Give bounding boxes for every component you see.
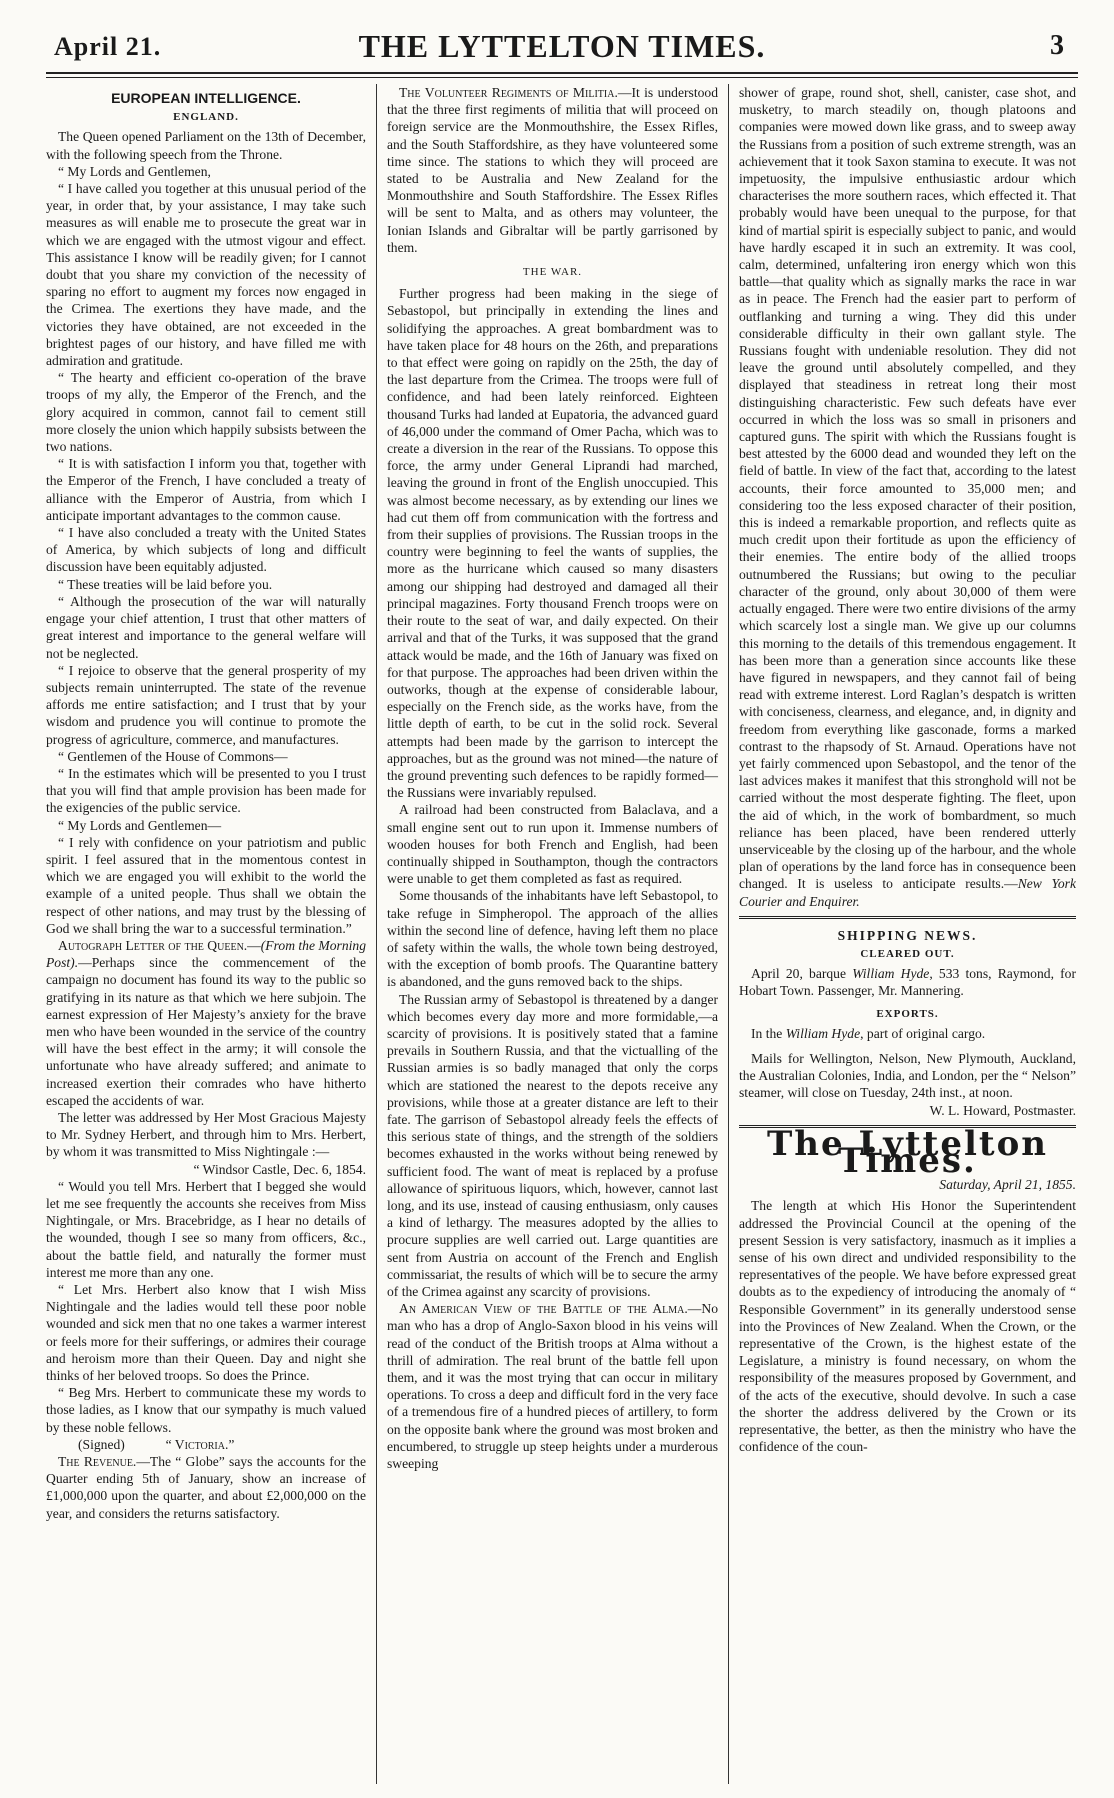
article-paragraph: The Queen opened Parliament on the 13th of December, with the following speech from the Throne. bbox=[46, 129, 366, 162]
newspaper-title: THE LYTTELTON TIMES. bbox=[358, 28, 766, 64]
article-paragraph: “ Beg Mrs. Herbert to communicate these my words to those ladies, as I know that our sympathy is much valued by these noble fellows. bbox=[46, 1385, 366, 1435]
signature-victoria: “ Victoria.” bbox=[165, 1436, 235, 1452]
article-paragraph: “ Gentlemen of the House of Commons— bbox=[58, 748, 288, 764]
postmaster-signature: W. L. Howard, Postmaster. bbox=[929, 1102, 1076, 1118]
war-heading: THE WAR. bbox=[522, 266, 583, 279]
editorial-paragraph: The length at which His Honor the Superintendent addressed the Provincial Council at the opening of the present Session is very satisfactory, inasmuch as it implies a sense of his own direct and undivided responsibility to the representatives of the people. We have before expressed great doubts as to the expediency of introducing the anomaly of “ Responsible Government” in its generally understood sense into the Provinces of New Zealand. When the Crown, or the representative of the Crown, is the highest estate of the Legislature, a ministry is found necessary, on whom the responsibility of the measures proposed by Government, and of the acts of the executive, should devolve. In such a case the shorter the address delivered by the Crown or its representative, the better, as then the ministry who have the confidence of the coun- bbox=[739, 1198, 1076, 1455]
editorial-masthead: The Lyttelton Times. bbox=[767, 1123, 1048, 1181]
alma-source: New York Courier and Enquirer. bbox=[739, 876, 1076, 909]
article-paragraph: “ I have called you together at this unusual period of the year, in order that, by your assistance, I may take such measures as will enable me to prosecute the great war in which we are engaged with the utmost vigour and effect. This assistance I know will be readily given; for I cannot doubt that you share my conviction of the necessity of sparing no effort to augment my forces now engaged in the Crimea. The exertions they have made, and the victories they have obtained, are not exceeded in the brightest pages of our history, and have filled me with admiration and gratitude. bbox=[46, 181, 366, 369]
article-paragraph: The letter was addressed by Her Most Gracious Majesty to Mr. Sydney Herbert, and through him to Mrs. Herbert, by whom it was transmitted to Miss Nightingale :— bbox=[46, 1109, 366, 1160]
revenue-heading: The Revenue. bbox=[58, 1454, 137, 1470]
column-3 bbox=[728, 84, 1076, 1784]
alma-paragraph bbox=[387, 1300, 718, 1472]
volunteer-paragraph bbox=[387, 84, 718, 256]
article-paragraph: “ I have also concluded a treaty with the United States of America, by which subjects of long and difficult discussion have been equitably adjusted. bbox=[46, 525, 366, 575]
article-paragraph: Further progress had been making in the siege of Sebastopol, but principally in extending the lines and solidifying the approaches. A great bombardment was to have taken place for 48 hours on the 26th, and preparations to that effect were going on rapidly on the 25th, the day of the last departure from the Crimea. The troops were full of confidence, and had been lately reinforced. Eighteen thousand Turks had landed at Eupatoria, the advanced guard of 46,000 under the command of Omer Pacha, which was to create a diversion in the rear of the Russians. To oppose this force, the army under General Liprandi had marched, leaving the ground in front of the English unoccupied. This was almost become necessary, as by extending our lines we had cut them off from communication with the fortress and from their supplies of provisions. The Russian troops in the country were beginning to feel the wants of supplies, the more as the hurricane which caused so many disasters among our shipping had destroyed and damaged all their principal magazines. Forty thousand French troops were on their route to the seat of war, and daily expected. On their arrival and that of the Turks, it was supposed that the grand attack would be made, and the 16th of January was fixed on for that purpose. The approaches had been driven within the outworks, though at the expense of considerable labour, especially on the French side, as the works have, from the little depth of earth, to be cut in the solid rock. Several attempts had been made by the garrison to intercept the approaches, but as the ground was not mined—the nature of the ground preventing such defences to be rapidly formed—the Russians were invariably repulsed. bbox=[387, 286, 718, 801]
article-paragraph: “ It is with satisfaction I inform you that, together with the Emperor of the French, I have concluded a treaty of alliance with the Emperor of Austria, from which I anticipate important advantages to the common cause. bbox=[46, 456, 366, 523]
exports-details: , part of original cargo. bbox=[860, 1025, 986, 1041]
section-heading-european: EUROPEAN INTELLIGENCE. bbox=[111, 90, 301, 106]
letter-dateline: “ Windsor Castle, Dec. 6, 1854. bbox=[193, 1161, 366, 1177]
autograph-heading: Autograph Letter of the Queen.— bbox=[58, 937, 261, 953]
article-paragraph: “ My Lords and Gentlemen, bbox=[58, 163, 211, 179]
signed-label: (Signed) bbox=[78, 1436, 125, 1452]
article-paragraph: “ Although the prosecution of the war will naturally engage your chief attention, I trust that other matters of great interest and importance to the general welfare will not be neglected. bbox=[46, 593, 366, 661]
exports-heading: EXPORTS. bbox=[876, 1007, 939, 1020]
article-paragraph: “ The hearty and efficient co-operation of the brave troops of my ally, the Emperor of the French, and the glory acquired in common, cannot fail to cement still more closely the union which happily subsists between the two nations. bbox=[46, 370, 366, 455]
cleared-details: , 533 tons, Raymond, for Hobart Town. Passenger, Mr. Mannering. bbox=[739, 966, 1076, 999]
alma-continued-body: shower of grape, round shot, shell, canister, case shot, and musketry, to march steadily on, though platoons and companies were mowed down like grass, and to sweep away the Russians from a position of such extreme strength, was an achievement that it took Saxon stamina to execute. It was not impetuosity, the impulsive enthusiastic ardour which characterises the more southern races, which effected it. That probably would have been unequal to the purpose, for that kind of martial spirit is especially subject to panic, and would have hardly escaped it in such an extremity. It was cool, calm, determined, unfaltering iron energy which won this battle—that quality which as signally marks the race in war as in peace. The French had the easier part to perform of outflanking and turning a wing. They did this under considerable difficulty in their own gallant style. The Russians fought with undeniable resolution. They did not leave the ground until absolutely compelled, and they displayed that steadiness in retreat long their most distinguishing characteristic. Few such defeats have ever occurred in which the loss was so small in prisoners and captured guns. The spirit with which the Russians fought is best attested by the 6000 dead and wounded they left on the field of battle. In view of the fact that, according to the latest accounts, their force amounted to 35,000 men; and considering too the less exposed character of their position, this is indeed a remarkable proportion, and reflects quite as much credit upon their fortitude as upon the efficiency of their enemies. The entire body of the allied troops outnumbered the Russians; but owing to the peculiar character of the ground, only about 30,000 of them were actually engaged. There were two entire divisions of the army which scarcely lost a single man. We give up our columns this morning to the details of this tremendous engagement. It has been more than a generation since accounts like these have figured in newspapers, and they cannot fail of being read with extreme interest. Lord Raglan’s despatch is written with conciseness, clearness, and elegance, and, in dignity and freedom from everything like gasconade, forms a marked contrast to the rhapsody of St. Arnaud. Operations have not yet fairly commenced upon Sebastopol, and the tenor of the last advices makes it manifest that this stronghold will not be carried without the most desperate fighting. The fleet, upon the aid of which, in the work of bombardment, so much reliance has been placed, have been rendered utterly unserviceable by the closing up of the harbour, and the whole plan of operations by the land force has in consequence been changed. It is useless to anticipate results.— bbox=[739, 85, 1076, 892]
article-paragraph: A railroad had been constructed from Balaclava, and a small engine sent out to run upon it. Immense numbers of wooden houses for both French and English, had been continually shipped in Southampton, though the contractors were unable to get them completed as fast as required. bbox=[387, 802, 718, 887]
shipping-news-heading: SHIPPING NEWS. bbox=[837, 927, 978, 943]
volunteer-body: —It is understood that the three first regiments of militia that will proceed on foreign service are the Monmouthshire, the Essex Rifles, and the South Staffordshire, as they have volunteered some time since. The stations to which they will proceed are stated to be Australia and New Zealand for the Monmouthshire and South Staffordshire. The Essex Rifles will be sent to Malta, and as others may volunteer, the Ionian Islands and Gibraltar will be partly garrisoned by them. bbox=[387, 85, 718, 255]
article-paragraph: “ I rely with confidence on your patriotism and public spirit. I feel assured that in the momentous contest in which we are engaged you will exhibit to the world the example of a united people. Thus shall we obtain the respect of other nations, and may trust by the blessing of God we shall bring the war to a successful termination.” bbox=[46, 834, 366, 936]
article-paragraph: “ Would you tell Mrs. Herbert that I begged she would let me see frequently the accounts she receives from Miss Nightingale, or Mrs. Bracebridge, as I hear no details of the wounded, though I see so many from officers, &c., about the battle field, and naturally the former must interest me more than any one. bbox=[46, 1178, 366, 1280]
cleared-ship-name: William Hyde bbox=[852, 966, 930, 982]
article-paragraph: “ I rejoice to observe that the general prosperity of my subjects remain uninterrupted. The state of the revenue affords me entire satisfaction; and I trust that by your wisdom and prudence you will continue to promote the progress of agriculture, commerce, and manufactures. bbox=[46, 662, 366, 747]
exports-prefix: In the bbox=[751, 1025, 786, 1041]
article-paragraph: “ Let Mrs. Herbert also know that I wish Miss Nightingale and the ladies would tell these poor noble wounded and sick men that no one takes a warmer interest or feels more for their sufferings, or admires their courage and heroism more than their Queen. Day and night she thinks of her beloved troops. So does the Prince. bbox=[46, 1282, 366, 1384]
cleared-date: April 20, barque bbox=[751, 966, 853, 982]
cleared-out-heading: CLEARED OUT. bbox=[860, 947, 955, 960]
revenue-paragraph bbox=[46, 1453, 366, 1522]
issue-date: April 21. bbox=[54, 32, 162, 61]
page-number: 3 bbox=[1050, 30, 1064, 61]
alma-continued bbox=[739, 84, 1076, 910]
article-paragraph: The Russian army of Sebastopol is threatened by a danger which becomes every day more and more formidable,—a scarcity of provisions. It is positively stated that a famine prevails in Southern Russia, and that the victualling of the Russian armies is so badly managed that only the corps which are stationed the nearest to the depots receive any provisions, while those at a greater distance are left to their fate. The garrison of Sebastopol already feels the effects of this serious state of things, and the strength of the soldiers becomes exhausted in the works without being renewed by sufficient food. The want of meat is replaced by a profuse allowance of spirituous liquors, which, however, cannot last long, and its use, instead of causing enthusiasm, only causes a kind of lethargy. The measures adopted by the allies to procure supplies are well carried out. Large quantities are sent from Austria on account of the French and English commissariat, the results of which will be to secure the army of the Crimea against any scarcity of provisions. bbox=[387, 991, 718, 1300]
revenue-body: —The “ Globe” says the accounts for the Quarter ending 5th of January, show an increase of £1,000,000 upon the quarter, and about £2,000,000 on the year, and considers the returns satisfactory. bbox=[46, 1454, 366, 1521]
signature-line bbox=[46, 1436, 366, 1453]
section-divider bbox=[739, 916, 1076, 919]
alma-heading: An American View of the Battle of the Alma. bbox=[399, 1301, 688, 1317]
mails-notice: Mails for Wellington, Nelson, New Plymouth, Auckland, the Australian Colonies, India, and London, per the “ Nelson” steamer, will close on Tuesday, 24th inst., at noon. bbox=[739, 1050, 1076, 1101]
exports-entry bbox=[739, 1025, 1076, 1042]
column-2 bbox=[376, 84, 728, 1784]
editorial-dateline: Saturday, April 21, 1855. bbox=[939, 1177, 1076, 1193]
article-paragraph: “ In the estimates which will be presented to you I trust that you will find that ample provision has been made for the exigencies of the public service. bbox=[46, 765, 366, 816]
autograph-body: —Perhaps since the commencement of the campaign no document has found its way to the public so gratifying in its nature as that which we here subjoin. The earnest expression of Her Majesty’s anxiety for the brave men who have been wounded in the service of the country will have the best effect in the army; it will console the unfortunate who have already suffered; and animate to increased exertion their comrades who have hitherto escaped the accidents of war. bbox=[46, 955, 366, 1108]
volunteer-heading: The Volunteer Regiments of Militia. bbox=[399, 85, 618, 100]
article-paragraph: “ These treaties will be laid before you. bbox=[58, 576, 273, 592]
exports-ship-name: William Hyde bbox=[785, 1025, 861, 1041]
masthead-rule bbox=[46, 72, 1078, 78]
columns bbox=[46, 84, 1078, 1784]
cleared-out-entry bbox=[739, 965, 1076, 999]
article-paragraph: Some thousands of the inhabitants have left Sebastopol, to take refuge in Simpheropol. The approach of the allies within the second line of defence, having left them no place of safety within the walls, the whole town being destroyed, with the exception of bomb proofs. The Quarantine battery is abandoned, and the guns removed back to the ships. bbox=[387, 888, 718, 990]
column-1 bbox=[46, 84, 376, 1784]
article-paragraph: “ My Lords and Gentlemen— bbox=[58, 817, 222, 833]
masthead bbox=[46, 24, 1078, 68]
subheading-england: ENGLAND. bbox=[173, 111, 239, 124]
autograph-letter-paragraph bbox=[46, 937, 366, 1109]
alma-body: —No man who has a drop of Anglo-Saxon blood in his veins will read of the conduct of the British troops at Alma without a thrill of admiration. The real brunt of the battle fell upon them, and it was the most trying that can occur in military operations. To cross a deep and difficult ford in the very face of a tremendous fire of a hundred pieces of artillery, to form on the opposite bank where the ground was most broken and encumbered, to struggle up steep heights under a murderous sweeping bbox=[387, 1301, 718, 1472]
autograph-source: (From the Morning Post). bbox=[46, 937, 366, 971]
